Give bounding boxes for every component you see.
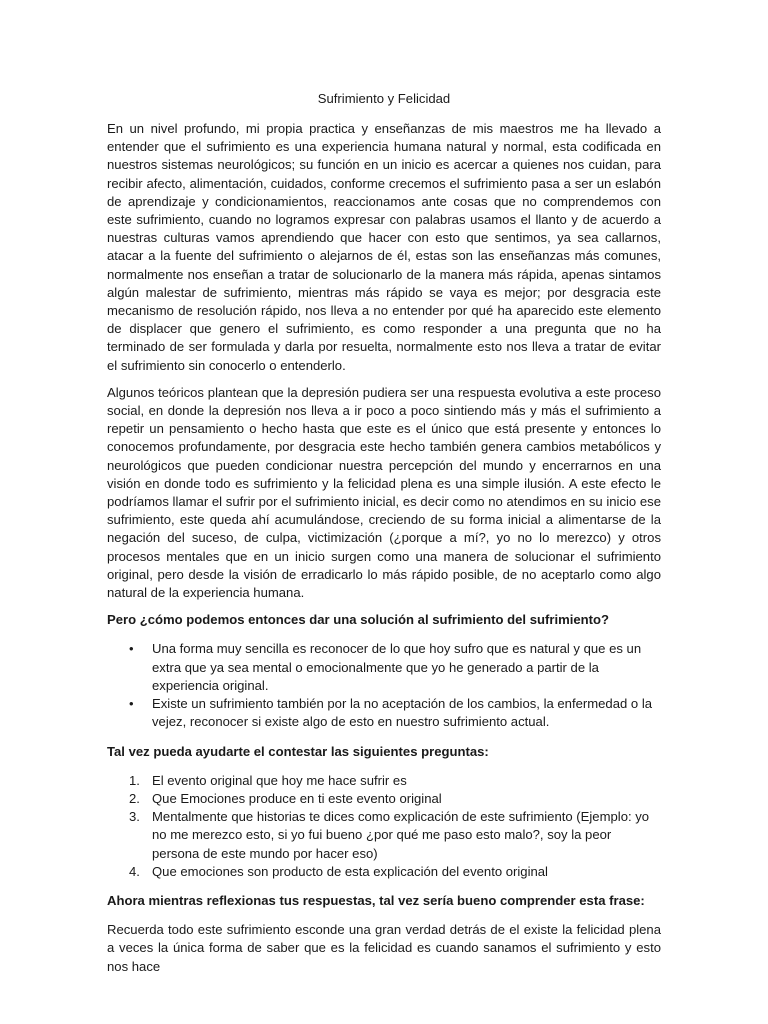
paragraph-2: Algunos teóricos plantean que la depresión pudiera ser una respuesta evolutiva a este proceso social, en donde la depresión nos lleva a ir poco a poco sintiendo más y más el sufrimiento a repetir un pensamiento o hecho hasta que este es el único que está presente y entonces lo conocemos profundamente, por desgracia este hecho también genera cambios metabólicos y neurológicos que pueden condicionar nuestra percepción del mundo y encerrarnos en una visión en donde todo es sufrimiento y la felicidad plena es una simple ilusión. A este efecto le podríamos llamar el sufrir por el sufrimiento inicial, es decir como no atendimos en su inicio ese sufrimiento, este queda ahí acumulándose, creciendo de su forma inicial a alimentarse de la negación del suceso, de culpa, victimización (¿porque a mí?, yo no lo merezco) y otros procesos mentales que en un inicio surgen como una manera de solucionar el sufrimiento original, pero desde la visión de erradicarlo lo más rápido posible, de no aceptarlo como algo natural de la experiencia humana. — [107, 384, 661, 601]
document-title: Sufrimiento y Felicidad — [317, 91, 451, 106]
item-number: 1. — [129, 772, 140, 788]
bullet-text: Existe un sufrimiento también por la no aceptación de los cambios, la enfermedad o la vejez, reconocer si existe algo de esto en nuestro sufrimiento actual. — [152, 696, 653, 730]
numbered-list — [107, 772, 661, 881]
numbered-item — [107, 863, 661, 881]
numbered-item — [107, 790, 661, 808]
numbered-item — [107, 808, 661, 863]
paragraph-1: En un nivel profundo, mi propia practica y enseñanzas de mis maestros me ha llevado a entender que el sufrimiento es una experiencia humana natural y normal, esta codificada en nuestros sistemas neurológicos; su función en un inicio es acercar a quienes nos cuidan, para recibir afecto, alimentación, cuidados, conforme crecemos el sufrimiento pasa a ser un eslabón de aprendizaje y condicionamientos, reaccionamos ante cosas que no comprendemos con este sufrimiento, cuando no logramos expresar con palabras usamos el llanto y de acuerdo a nuestras culturas vamos aprendiendo que hacer con esto que sentimos, ya sea callarnos, atacar a la fuente del sufrimiento o alejarnos de él, estas son las enseñanzas más comunes, normalmente nos enseñan a tratar de solucionarlo de la manera más rápida, apenas sintamos algún malestar de sufrimiento, mientras más rápido se vaya es mejor; por desgracia este mecanismo de resolución rápido, nos lleva a no entender por qué ha aparecido este elemento de displacer que genero el sufrimiento, es como responder a una pregunta que no ha terminado de ser formulada y darla por resuelta, normalmente esto nos lleva a tratar de evitar el sufrimiento sin conocerlo o entenderlo. — [107, 121, 661, 373]
bullet-item — [107, 695, 661, 731]
bullet-icon: • — [129, 696, 134, 712]
item-text: Que Emociones produce en ti este evento original — [152, 790, 442, 806]
item-text: Mentalmente que historias te dices como explicación de este sufrimiento (Ejemplo: yo no me merezco esto, si yo fui bueno ¿por qué me paso esto malo?, soy la peor persona de este mundo por hacer eso) — [152, 809, 650, 861]
bullet-icon: • — [129, 641, 134, 657]
item-text: Que emociones son producto de esta explicación del evento original — [152, 863, 548, 879]
question-heading-2: Tal vez pueda ayudarte el contestar las siguientes preguntas: — [107, 743, 489, 759]
item-number: 4. — [129, 863, 140, 879]
bullet-text: Una forma muy sencilla es reconocer de lo que hoy sufro que es natural y que es un extra que ya sea mental o emocionalmente que yo he generado a partir de la experiencia original. — [152, 641, 642, 693]
item-number: 2. — [129, 790, 140, 806]
bullet-list — [107, 640, 661, 731]
document-page — [107, 90, 661, 985]
question-heading-3: Ahora mientras reflexionas tus respuestas, tal vez sería bueno comprender esta frase: — [107, 892, 645, 908]
item-text: El evento original que hoy me hace sufrir es — [152, 772, 407, 788]
paragraph-3: Recuerda todo este sufrimiento esconde una gran verdad detrás de el existe la felicidad plena a veces la única forma de saber que es la felicidad es cuando sanamos el sufrimiento y esto nos hace — [107, 922, 661, 974]
bullet-item — [107, 640, 661, 695]
question-heading-1: Pero ¿cómo podemos entonces dar una solución al sufrimiento del sufrimiento? — [107, 612, 609, 628]
numbered-item — [107, 772, 661, 790]
item-number: 3. — [129, 809, 140, 825]
